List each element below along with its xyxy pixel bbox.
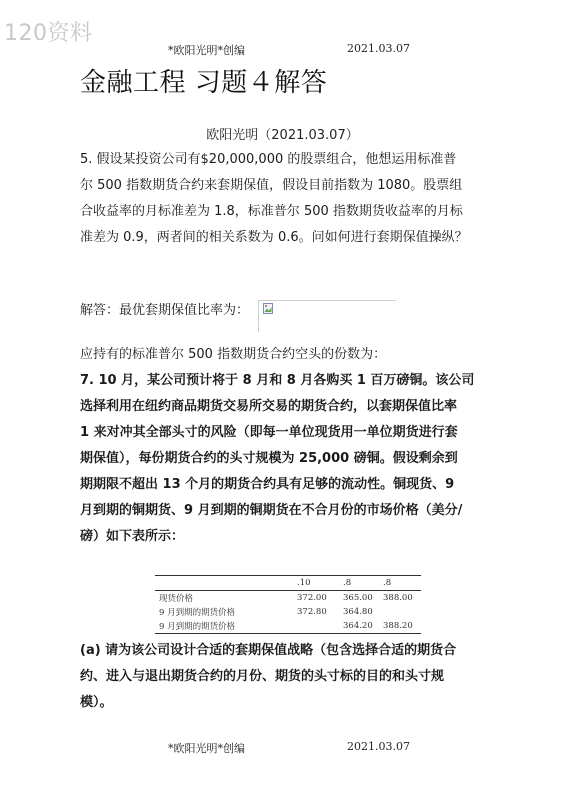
question-7-line: 7. 10 月，某公司预计将于 8 月和 8 月各购买 1 百万磅铜。该公司	[80, 373, 475, 388]
table-row	[155, 591, 421, 606]
question-7-line: 选择利用在纽约商品期货交易所交易的期货合约，以套期保值比率	[80, 399, 458, 414]
table-cell: 388.00	[383, 593, 413, 603]
table-header-row	[155, 576, 421, 591]
question-7a	[80, 638, 500, 716]
question-7-line: 期期限不超出 13 个月的期货合约具有足够的流动性。铜现货、9	[80, 477, 455, 492]
question-5-line: 5. 假设某投资公司有$20,000,000 的股票组合，他想运用标准普	[80, 152, 457, 167]
header-date: 2021.03.07	[347, 42, 410, 55]
page-title: 金融工程 习题４解答	[80, 68, 328, 98]
question-7-line: 磅）如下表所示：	[80, 529, 185, 544]
question-7a-line: 模）。	[80, 695, 113, 710]
question-7a-line: (a) 请为该公司设计合适的套期保值战略（包含选择合适的期货合	[80, 643, 457, 658]
table-cell: 9 月到期的期货价格	[159, 608, 236, 618]
table-header-cell: .8	[379, 576, 421, 591]
question-5-line: 准差为 0.9，两者间的相关系数为 0.6。问如何进行套期保值操纵？	[80, 230, 468, 245]
answer-label: 解答：最优套期保值比率为：	[80, 303, 250, 318]
table-cell: 372.00	[297, 593, 327, 603]
question-7-line: 月到期的铜期货、9 月到期的铜期货在不合月份的市场价格（美分/	[80, 503, 463, 518]
header-author: *欧阳光明*创编	[168, 44, 245, 57]
question-5-line: 尔 500 指数期货合约来套期保值，假设目前指数为 1080。股票组	[80, 178, 463, 193]
table-cell: 388.20	[379, 619, 421, 634]
question-7a-line: 约、进入与退出期货合约的月份、期货的头寸标的目的和头寸规	[80, 669, 445, 684]
table-cell: 9 月到期的期货价格	[155, 619, 293, 634]
watermark: 120资料	[4, 21, 93, 46]
footer-date: 2021.03.07	[347, 740, 410, 753]
question-5	[80, 147, 500, 251]
broken-image-icon	[263, 303, 273, 314]
table-cell	[379, 605, 421, 619]
price-table	[155, 575, 421, 634]
table-header-cell: .10	[293, 576, 339, 591]
table-row	[155, 619, 421, 634]
table-header-cell	[155, 576, 293, 591]
footer-author: *欧阳光明*创编	[168, 742, 245, 755]
byline: 欧阳光明（2021.03.07）	[206, 128, 359, 143]
table-cell: 现货价格	[159, 594, 194, 604]
answer-contracts: 应持有的标准普尔 500 指数期货合约空头的份数为：	[80, 347, 387, 362]
question-7-line: 1 来对冲其全部头寸的风险（即每一单位现货用一单位期货进行套	[80, 425, 458, 440]
question-5-line: 合收益率的月标准差为 1.8，标准普尔 500 指数期货收益率的月标	[80, 204, 463, 219]
question-7	[80, 368, 500, 550]
table-cell	[293, 619, 339, 634]
table-cell: 364.80	[343, 607, 373, 617]
question-7-line: 期保值），每份期货合约的头寸规模为 25,000 磅铜。假设剩余到	[80, 451, 458, 466]
table-cell: 365.00	[343, 593, 373, 603]
formula-image-placeholder	[258, 300, 396, 332]
table-header-cell: .8	[339, 576, 379, 591]
table-row	[155, 605, 421, 619]
table-cell: 364.20	[339, 619, 379, 634]
table-cell: 372.80	[297, 607, 327, 617]
